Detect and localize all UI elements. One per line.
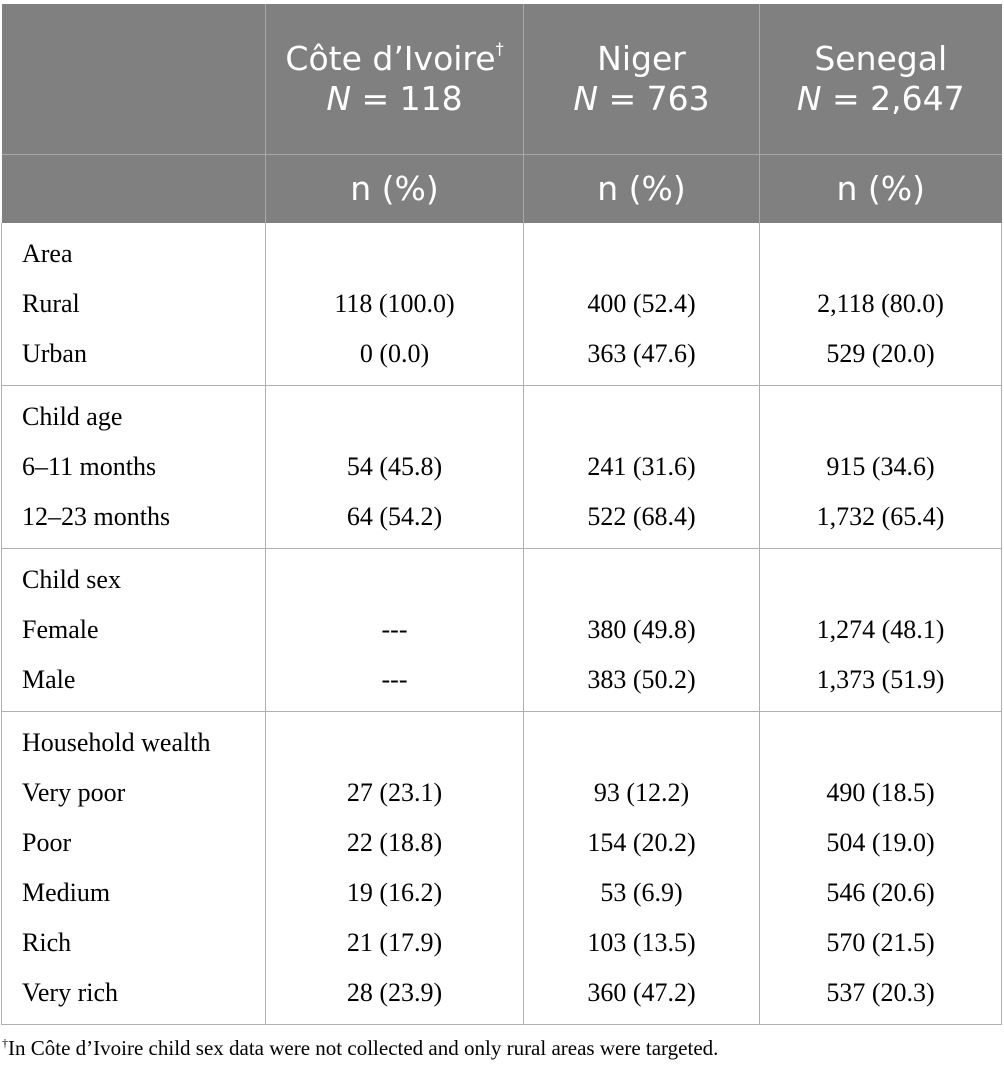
- empty-cell: [760, 712, 1002, 769]
- table-row: [2, 492, 1002, 549]
- row-label: Male: [2, 655, 266, 712]
- footnote: [2, 1036, 718, 1061]
- table-row: [2, 329, 1002, 386]
- value-cell: 537 (20.3): [760, 968, 1002, 1025]
- value-cell: 19 (16.2): [266, 868, 524, 918]
- subheader-cell: [2, 155, 266, 224]
- header-cell-empty: [2, 4, 266, 155]
- column-name: Niger: [597, 39, 686, 78]
- group-title-row: [2, 549, 1002, 606]
- footnote-mark: †: [2, 1036, 8, 1050]
- header-cell-senegal: [760, 4, 1002, 155]
- subheader-row: [2, 155, 1002, 224]
- value-cell: 103 (13.5): [524, 918, 760, 968]
- group-title-row: [2, 223, 1002, 279]
- empty-cell: [760, 223, 1002, 279]
- empty-cell: [266, 712, 524, 769]
- value-cell: 360 (47.2): [524, 968, 760, 1025]
- value-cell: 118 (100.0): [266, 279, 524, 329]
- row-label: 12–23 months: [2, 492, 266, 549]
- row-label: Poor: [2, 818, 266, 868]
- value-cell: 529 (20.0): [760, 329, 1002, 386]
- empty-cell: [266, 223, 524, 279]
- group-title: Child sex: [2, 549, 266, 606]
- value-cell: 0 (0.0): [266, 329, 524, 386]
- table-row: [2, 818, 1002, 868]
- subheader-cell: n (%): [524, 155, 760, 224]
- sample-size-label: N: [573, 79, 599, 118]
- value-cell: 363 (47.6): [524, 329, 760, 386]
- group-title: Child age: [2, 386, 266, 443]
- empty-cell: [524, 712, 760, 769]
- subheader-cell: n (%): [266, 155, 524, 224]
- value-cell: 2,118 (80.0): [760, 279, 1002, 329]
- group-title: Area: [2, 223, 266, 279]
- header-cell-niger: [524, 4, 760, 155]
- value-cell: 490 (18.5): [760, 768, 1002, 818]
- value-cell: 28 (23.9): [266, 968, 524, 1025]
- group-title-row: [2, 712, 1002, 769]
- value-cell: 21 (17.9): [266, 918, 524, 968]
- table-row: [2, 655, 1002, 712]
- value-cell: ---: [266, 655, 524, 712]
- group-title: Household wealth: [2, 712, 266, 769]
- table-row: [2, 968, 1002, 1025]
- row-label: Very rich: [2, 968, 266, 1025]
- footnote-text: In Côte d’Ivoire child sex data were not collected and only rural areas were targeted.: [8, 1036, 719, 1060]
- value-cell: 522 (68.4): [524, 492, 760, 549]
- value-cell: 1,274 (48.1): [760, 605, 1002, 655]
- row-label: Rural: [2, 279, 266, 329]
- empty-cell: [266, 549, 524, 606]
- empty-cell: [266, 386, 524, 443]
- row-label: Very poor: [2, 768, 266, 818]
- table-row: [2, 768, 1002, 818]
- table-row: [2, 605, 1002, 655]
- value-cell: 570 (21.5): [760, 918, 1002, 968]
- header-cell-cote-divoire: [266, 4, 524, 155]
- empty-cell: [524, 549, 760, 606]
- column-name: Côte d’Ivoire: [285, 39, 496, 78]
- value-cell: ---: [266, 605, 524, 655]
- header-row: [2, 4, 1002, 155]
- row-label: 6–11 months: [2, 442, 266, 492]
- value-cell: 400 (52.4): [524, 279, 760, 329]
- sample-size-label: N: [326, 79, 352, 118]
- table-row: [2, 868, 1002, 918]
- row-label: Female: [2, 605, 266, 655]
- value-cell: 915 (34.6): [760, 442, 1002, 492]
- value-cell: 53 (6.9): [524, 868, 760, 918]
- table-row: [2, 279, 1002, 329]
- row-label: Rich: [2, 918, 266, 968]
- sample-size-label: N: [796, 79, 822, 118]
- sample-size-value: = 118: [351, 79, 463, 118]
- table-row: [2, 442, 1002, 492]
- value-cell: 241 (31.6): [524, 442, 760, 492]
- value-cell: 154 (20.2): [524, 818, 760, 868]
- value-cell: 54 (45.8): [266, 442, 524, 492]
- sample-size-value: = 763: [598, 79, 710, 118]
- empty-cell: [524, 223, 760, 279]
- value-cell: 380 (49.8): [524, 605, 760, 655]
- group-title-row: [2, 386, 1002, 443]
- column-name: Senegal: [814, 39, 948, 78]
- subheader-cell: n (%): [760, 155, 1002, 224]
- value-cell: 546 (20.6): [760, 868, 1002, 918]
- data-table: [1, 4, 1002, 1025]
- value-cell: 504 (19.0): [760, 818, 1002, 868]
- value-cell: 22 (18.8): [266, 818, 524, 868]
- empty-cell: [760, 549, 1002, 606]
- sample-size-value: = 2,647: [821, 79, 965, 118]
- value-cell: 383 (50.2): [524, 655, 760, 712]
- empty-cell: [524, 386, 760, 443]
- row-label: Urban: [2, 329, 266, 386]
- table-body: [2, 223, 1002, 1025]
- value-cell: 64 (54.2): [266, 492, 524, 549]
- value-cell: 27 (23.1): [266, 768, 524, 818]
- empty-cell: [760, 386, 1002, 443]
- value-cell: 1,732 (65.4): [760, 492, 1002, 549]
- row-label: Medium: [2, 868, 266, 918]
- table-row: [2, 918, 1002, 968]
- value-cell: 93 (12.2): [524, 768, 760, 818]
- value-cell: 1,373 (51.9): [760, 655, 1002, 712]
- footnote-mark: †: [495, 39, 504, 58]
- table-header: [2, 4, 1002, 223]
